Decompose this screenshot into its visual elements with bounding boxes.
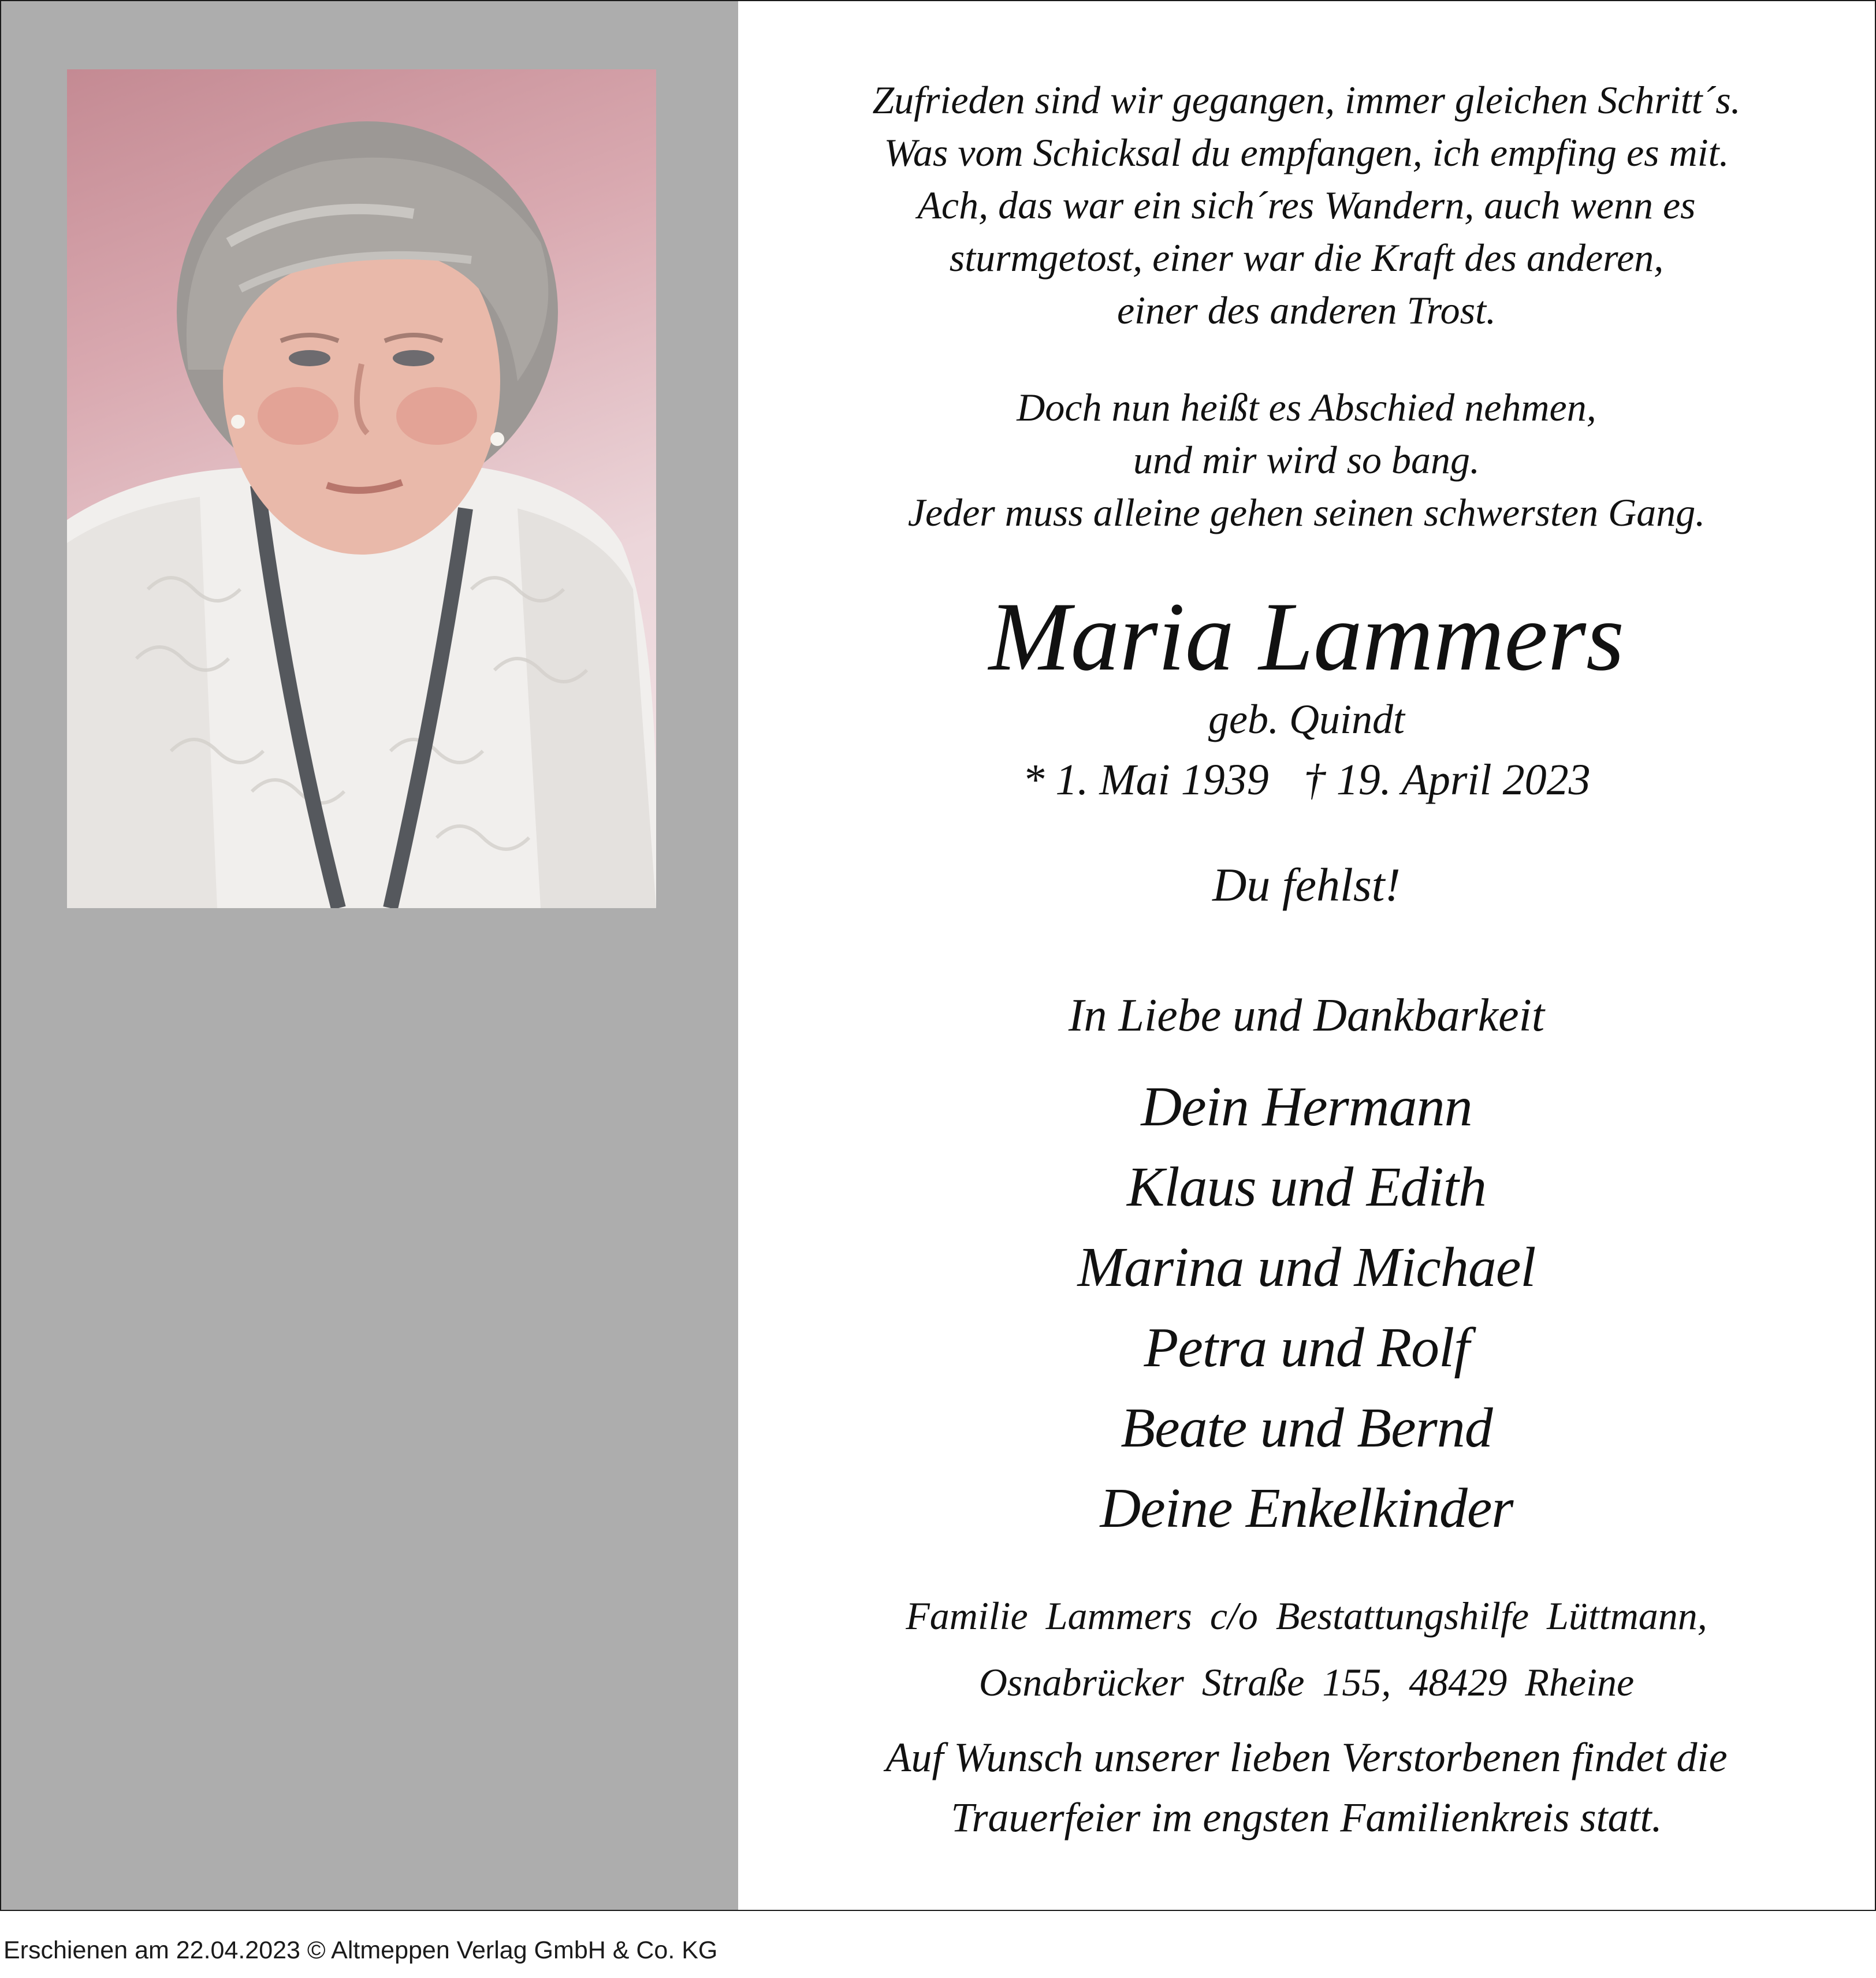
mourner: Deine Enkelkinder (1100, 1477, 1513, 1540)
deceased-name: Maria Lammers (988, 582, 1625, 691)
funeral-note (738, 1727, 1875, 1847)
mourner: Marina und Michael (1077, 1236, 1536, 1299)
poem-stanza-2 (738, 381, 1875, 539)
poem-line: Jeder muss alleine gehen seinen schwersten Gang. (907, 490, 1706, 534)
poem-line: sturmgetost, einer war die Kraft des anderen, (949, 236, 1664, 280)
portrait-photo (67, 69, 656, 908)
mourners-list (738, 1067, 1875, 1549)
death-date: † 19. April 2023 (1303, 756, 1591, 804)
publication-footer: Erschienen am 22.04.2023 © Altmeppen Verlag GmbH & Co. KG (3, 1936, 718, 1964)
note-line: Trauerfeier im engsten Familienkreis statt. (951, 1794, 1662, 1841)
poem-line: Zufrieden sind wir gegangen, immer gleichen Schritt´s. (872, 78, 1741, 122)
note-line: Auf Wunsch unserer lieben Verstorbenen findet die (885, 1734, 1728, 1780)
poem-line: Doch nun heißt es Abschied nehmen, (1017, 385, 1596, 429)
birth-date: * 1. Mai 1939 (1022, 756, 1269, 804)
poem-line: und mir wird so bang. (1133, 438, 1480, 482)
contact-address (738, 1583, 1875, 1716)
left-gray-panel (1, 1, 738, 1910)
poem-stanza-1 (738, 74, 1875, 337)
signoff: In Liebe und Dankbarkeit (1068, 990, 1545, 1041)
born-name: geb. Quindt (1208, 696, 1405, 742)
contact-line: Familie Lammers c/o Bestattungshilfe Lüttmann, (906, 1594, 1707, 1638)
mourner: Dein Hermann (1141, 1076, 1472, 1138)
contact-line: Osnabrücker Straße 155, 48429 Rheine (978, 1660, 1635, 1704)
mourner: Beate und Bernd (1121, 1397, 1492, 1459)
notice-text (738, 1, 1875, 1910)
message: Du fehlst! (1212, 858, 1401, 911)
mourner: Klaus und Edith (1126, 1156, 1487, 1218)
mourner: Petra und Rolf (1144, 1317, 1469, 1379)
poem-line: Ach, das war ein sich´res Wandern, auch wenn es (917, 183, 1696, 227)
poem-line: einer des anderen Trost. (1116, 288, 1497, 332)
poem-line: Was vom Schicksal du empfangen, ich empfing es mit. (884, 131, 1729, 174)
life-dates (738, 752, 1875, 808)
